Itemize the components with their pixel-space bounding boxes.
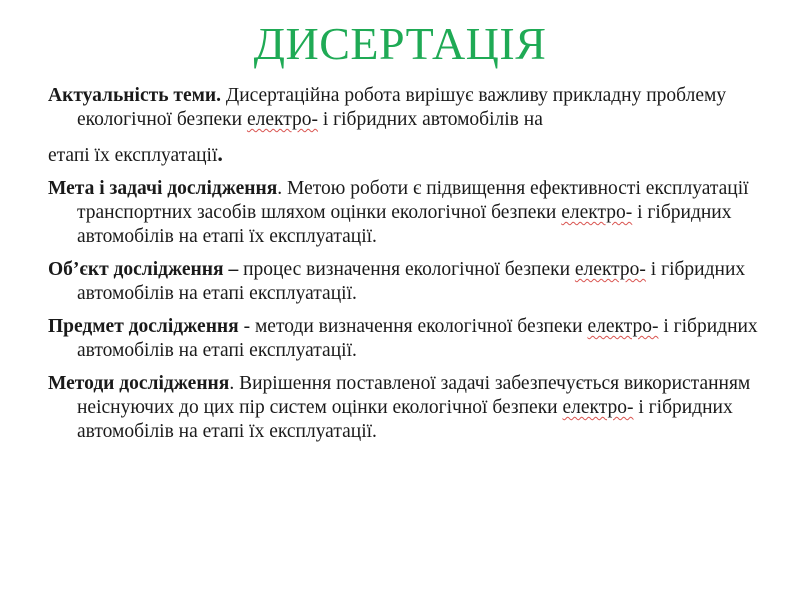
section-text: - методи визначення екологічної безпеки — [238, 316, 588, 337]
section-heading: Актуальність теми. — [48, 85, 222, 106]
section-heading: Предмет дослідження — [48, 316, 239, 337]
spellcheck-flagged-word[interactable]: електро- — [561, 202, 633, 223]
spellcheck-flagged-word[interactable]: електро- — [246, 109, 318, 130]
section-text: процес визначення екологічної безпеки — [238, 259, 575, 280]
section-heading: Мета і задачі дослідження — [48, 178, 278, 199]
section-goal — [48, 177, 760, 249]
section-text: і гібридних автомобілів на етапі їх експлуатації. — [77, 397, 733, 442]
spellcheck-flagged-word[interactable]: електро- — [574, 259, 646, 280]
spellcheck-flagged-word[interactable]: електро- — [587, 316, 659, 337]
section-heading: Методи дослідження — [48, 373, 230, 394]
section-text: . Метою роботи є підвищення ефективності експлуатації транспортних засобів шляхом оцінки екологічної безпеки — [77, 178, 749, 223]
section-text-line — [48, 141, 760, 168]
slide-title: ДИСЕРТАЦІЯ — [253, 18, 547, 69]
section-text: і гібридних автомобілів на етапі їх експлуатації. — [77, 202, 732, 247]
section-text: Дисертаційна робота вирішує важливу прикладну проблему екологічної безпеки — [77, 85, 727, 130]
section-heading: Об’єкт дослідження – — [48, 259, 239, 280]
section-text: і гібридних автомобілів на — [317, 109, 543, 130]
spellcheck-flagged-word[interactable]: електро- — [562, 397, 634, 418]
section-text: . Вирішення поставленої задачі забезпечується використанням неіснуючих до цих пір систем оцінки екологічної безпеки — [77, 373, 751, 418]
section-object — [48, 258, 760, 306]
section-text: і гібридних автомобілів на етапі експлуатації. — [77, 316, 758, 361]
section-text: і гібридних автомобілів на етапі експлуатації. — [77, 259, 746, 304]
section-period: . — [217, 141, 223, 166]
section-methods — [48, 372, 760, 444]
slide-content — [48, 84, 760, 453]
section-text: етапі їх експлуатації — [48, 145, 218, 166]
section-subject — [48, 315, 760, 363]
section-relevance — [48, 84, 760, 168]
